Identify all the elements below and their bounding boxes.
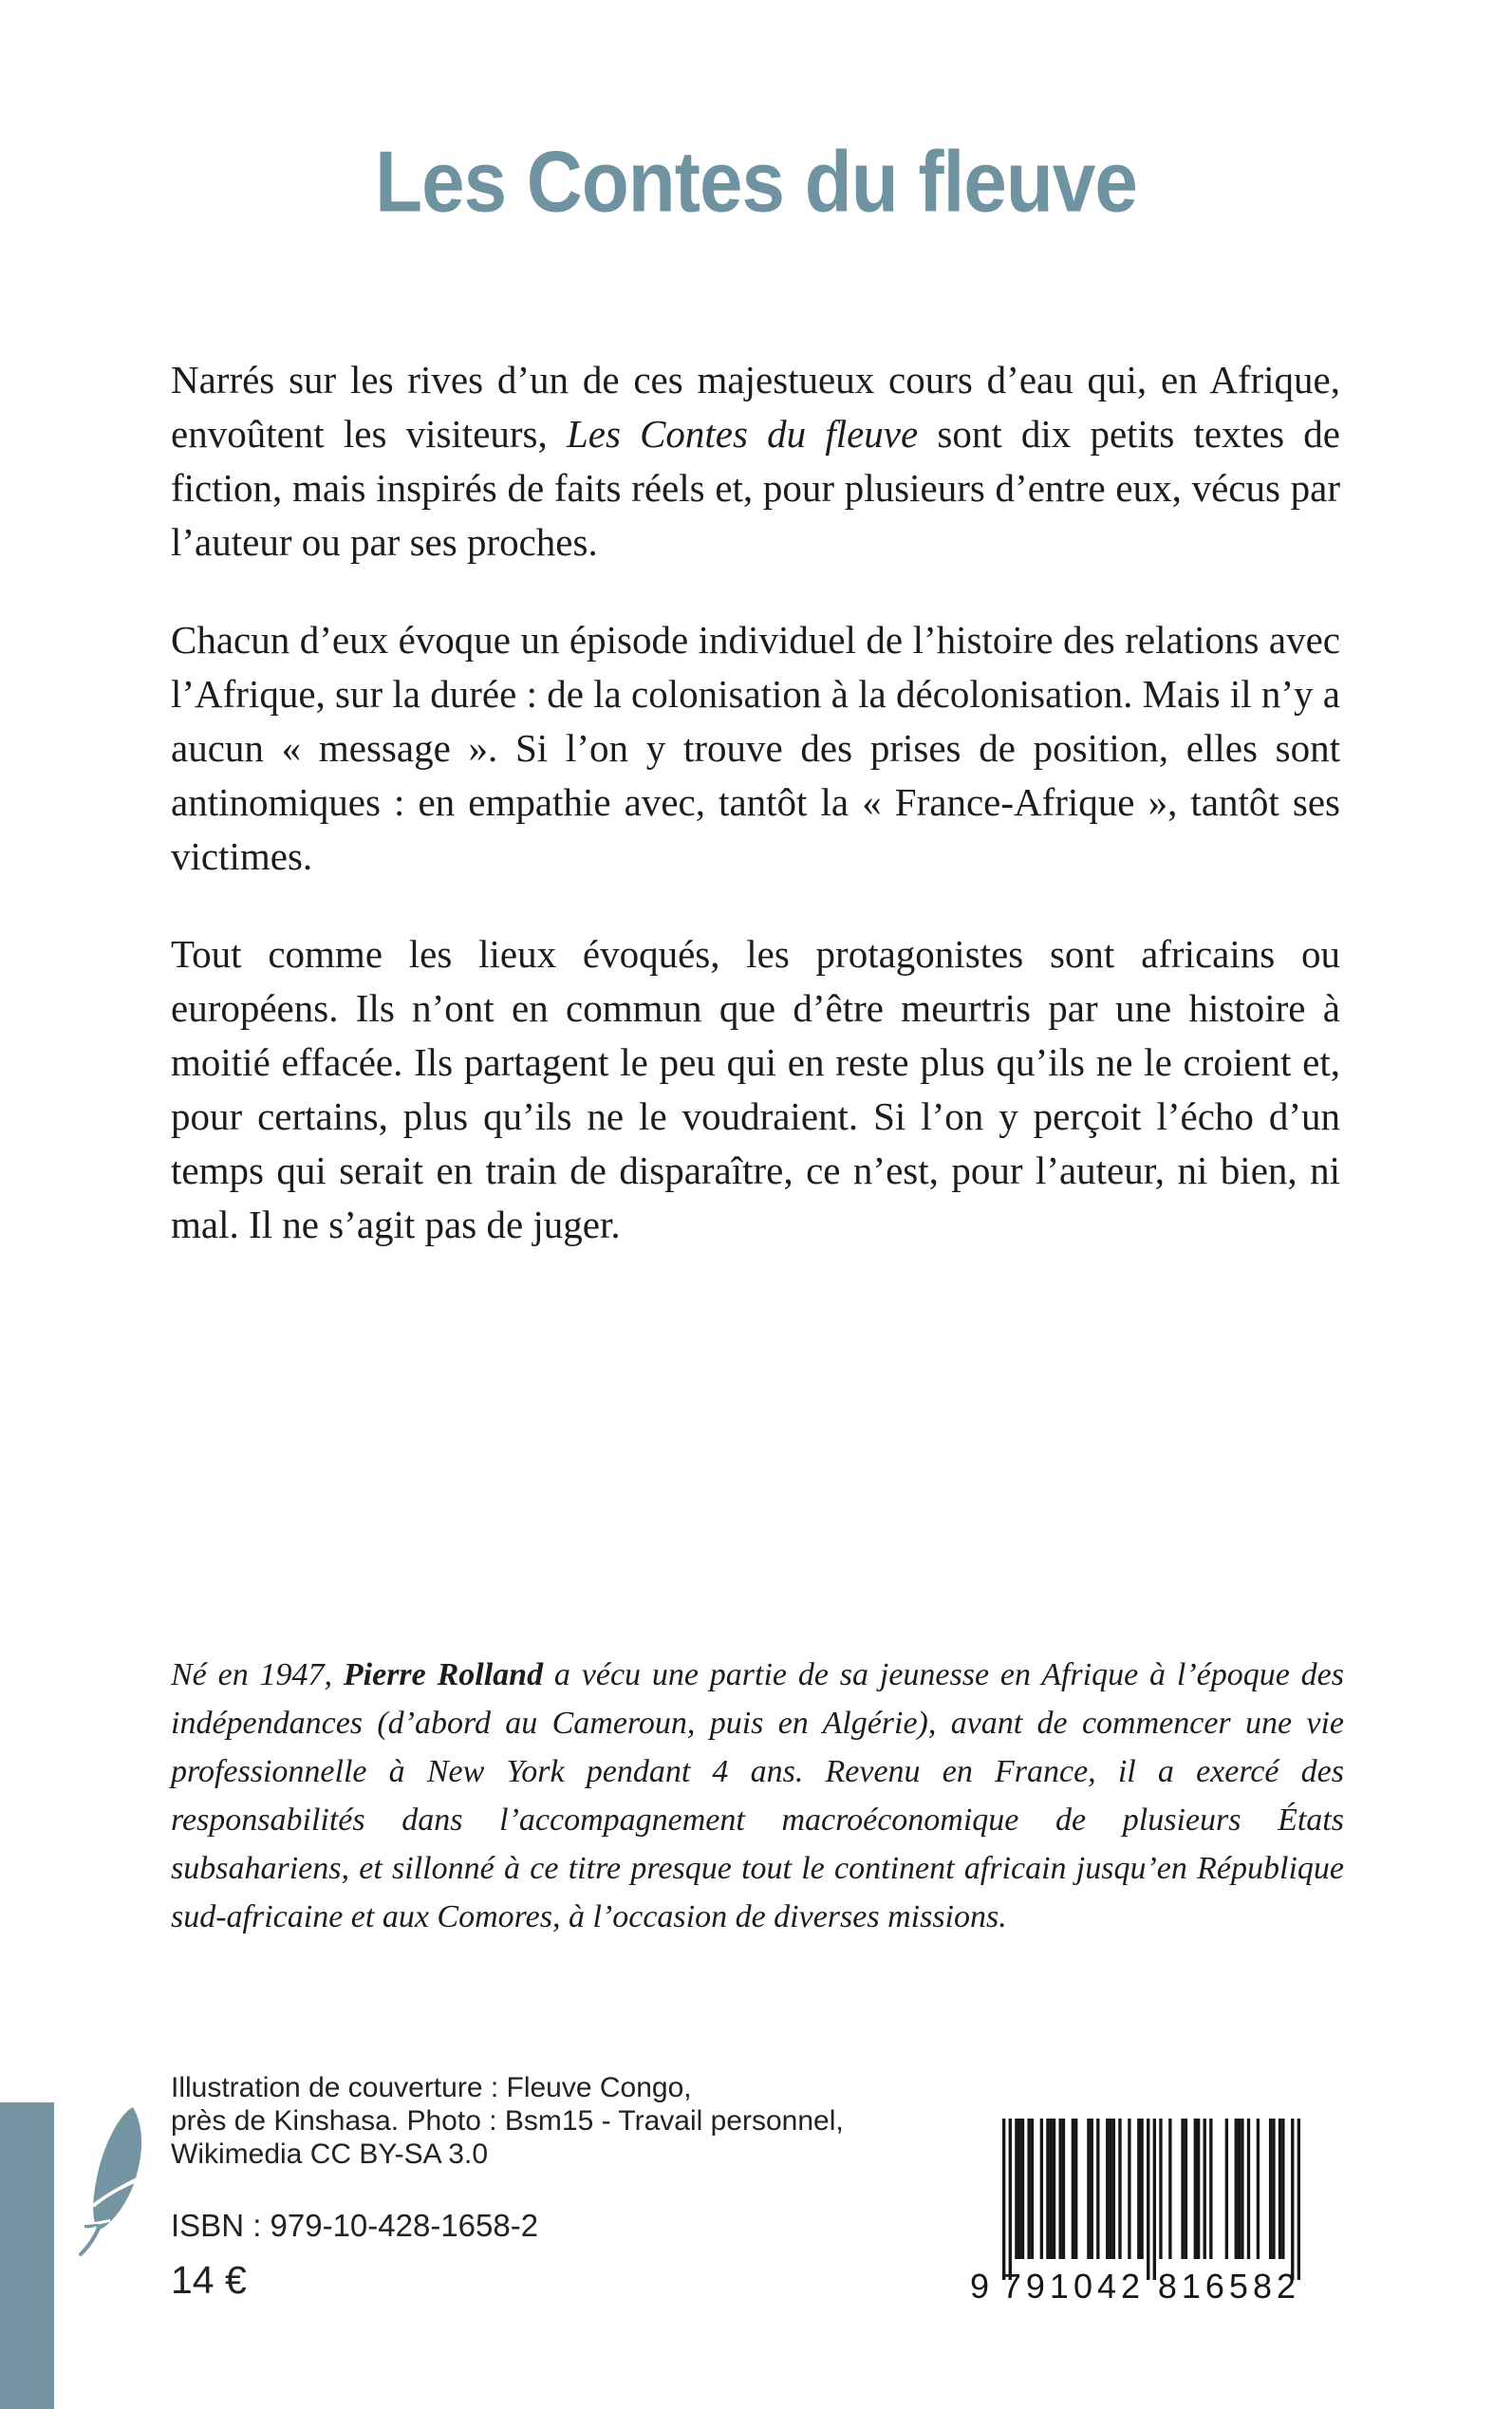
credit-line-1: Illustration de couverture : Fleuve Congo, xyxy=(171,2072,692,2103)
isbn-label: ISBN : 979-10-428-1658-2 xyxy=(171,2208,539,2243)
synopsis xyxy=(171,353,1340,1296)
spine-accent-bar xyxy=(0,2102,54,2409)
barcode-digit-prefix: 9 xyxy=(970,2267,990,2306)
cover-credit xyxy=(171,2071,844,2171)
barcode-digits-right: 816582 xyxy=(1157,2267,1300,2306)
price-label: 14 € xyxy=(171,2258,247,2302)
author-name: Pierre Rolland xyxy=(343,1657,544,1692)
barcode-digits-left: 791042 xyxy=(1001,2267,1146,2306)
synopsis-paragraph-1 xyxy=(171,353,1340,570)
credit-line-3: Wikimedia CC BY-SA 3.0 xyxy=(171,2138,489,2170)
author-bio xyxy=(171,1651,1344,1941)
author-bio-paragraph xyxy=(171,1651,1344,1941)
book-title-text: Les Contes du fleuve xyxy=(375,133,1137,231)
page-title xyxy=(0,133,1512,231)
barcode xyxy=(970,2119,1300,2306)
barcode-digits xyxy=(970,2267,1300,2306)
book-title-inline: Les Contes du fleuve xyxy=(566,412,919,456)
bio-prefix: Né en 1947, xyxy=(171,1657,344,1692)
synopsis-paragraph-3: Tout comme les lieux évoqués, les protagonistes sont africains ou européens. Ils n’ont en commun que d’être meurtris par une histoire à moitié effacée. Ils partagent le peu qui en reste plus qu’ils ne le croient et, pour certains, plus qu’ils ne le voudraient. Si l’on y perçoit l’écho d’un temps qui serait en train de disparaître, ce n’est, pour l’auteur, ni bien, ni mal. Il ne s’agit pas de juger. xyxy=(171,932,1340,1246)
synopsis-p1-after: sont dix petits textes de fiction, mais inspirés de faits réels et, pour plusieurs d’entre eux, vécus par l’auteur ou par ses proches. xyxy=(171,412,1340,564)
synopsis-paragraph-2: Chacun d’eux évoque un épisode individuel de l’histoire des relations avec l’Afrique, sur la durée : de la colonisation à la décolonisation. Mais il n’y a aucun « message ». Si l’on y trouve des prises de position, elles sont antinomiques : en empathie avec, tantôt la « France-Afrique », tantôt ses victimes. xyxy=(171,618,1340,878)
bio-text: a vécu une partie de sa jeunesse en Afrique à l’époque des indépendances (d’abord au Cameroun, puis en Algérie), avant de commencer une vie professionnelle à New York pendant 4 ans. Revenu en France, il a exercé des responsabilités dans l’accompagnement macroéconomique de plusieurs États subsahariens, et sillonné à ce titre presque tout le continent africain jusqu’en République sud-africaine et aux Comores, à l’occasion de diverses missions. xyxy=(171,1657,1344,1934)
synopsis-p1-before: Narrés sur les rives d’un de ces majestueux cours d’eau qui, en Afrique, envoûtent les visiteurs, xyxy=(171,358,1340,456)
credit-line-2: près de Kinshasa. Photo : Bsm15 - Travail personnel, xyxy=(171,2105,844,2137)
publisher-feather-icon xyxy=(72,2104,146,2258)
barcode-bars-icon xyxy=(1002,2119,1300,2282)
